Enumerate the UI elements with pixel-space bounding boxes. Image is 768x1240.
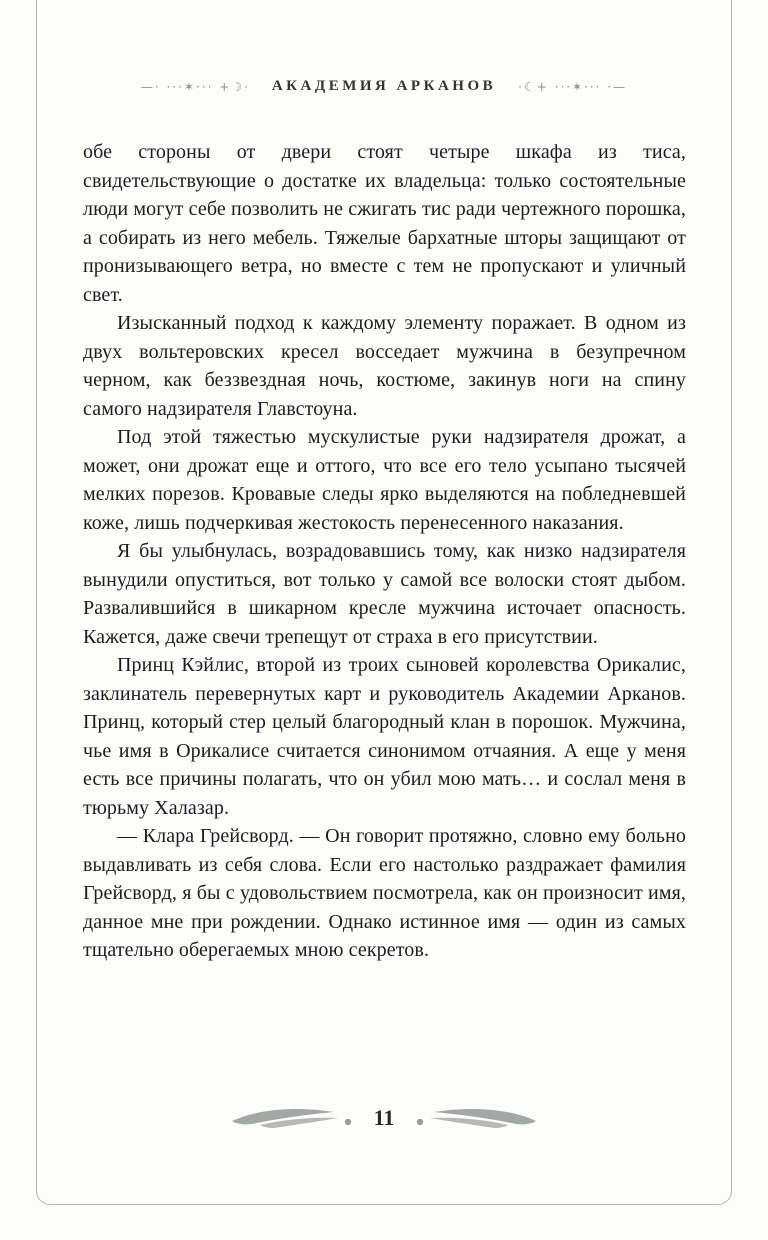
footer-wing-right-icon: [408, 1105, 538, 1131]
paragraph: Принц Кэйлис, второй из троих сыновей королевства Орикалис, заклинатель перевернутых карт и руководитель Академии Арканов. Принц, который стер целый благородный клан в порошок. Мужчина, чье имя в Орикалисе считается синонимом отчаяния. А еще у меня есть все причины полагать, что он убил мою мать… и сослал меня в тюрьму Халазар.: [83, 654, 686, 819]
paragraph: Изысканный подход к каждому элементу поражает. В одном из двух вольтеровских кресел восседает мужчина в безупречном черном, как беззвездная ночь, костюме, закинув ноги на спину самого надзирателя Главстоуна.: [83, 312, 686, 420]
page-number: 11: [373, 1105, 395, 1130]
header-ornament-right-icon: ·☾+ ···✶··· ·—: [518, 79, 628, 94]
footer-wing-left-icon: [230, 1105, 360, 1131]
paragraph: — Клара Грейсворд. — Он говорит протяжно, словно ему больно выдавливать из себя слова. Если его настолько раздражает фамилия Грейсворд, я бы с удовольствием посмотрела, как он произносит имя, данное мне при рождении. Однако истинное имя — один из самых тщательно оберегаемых мною секретов.: [83, 825, 686, 961]
header-ornament-left-icon: —· ···✶··· +☽·: [140, 79, 250, 94]
paragraph: Я бы улыбнулась, возрадовавшись тому, как низко надзирателя вынудили опуститься, вот только у самой все волоски стоят дыбом. Развалившийся в шикарном кресле мужчина источает опасность. Кажется, даже свечи трепещут от страха в его присутствии.: [83, 540, 686, 648]
page-footer: [0, 1105, 768, 1131]
running-header: [60, 78, 708, 95]
running-header-title: АКАДЕМИЯ АРКАНОВ: [271, 78, 497, 94]
paragraph: Под этой тяжестью мускулистые руки надзирателя дрожат, а может, они дрожат еще и оттого, что все его тело усыпано тысячей мелких порезов. Кровавые следы ярко выделяются на побледневшей коже, лишь подчеркивая жестокость перенесенного наказания.: [83, 426, 686, 534]
page-body-text: [83, 138, 686, 965]
paragraph: обе стороны от двери стоят четыре шкафа из тиса, свидетельствующие о достатке их владельца: только состоятельные люди могут себе позволить не сжигать тис ради чертежного порошка, а собирать из него мебель. Тяжелые бархатные шторы защищают от пронизывающего ветра, но вместе с тем не пропускают и уличный свет.: [83, 141, 686, 306]
